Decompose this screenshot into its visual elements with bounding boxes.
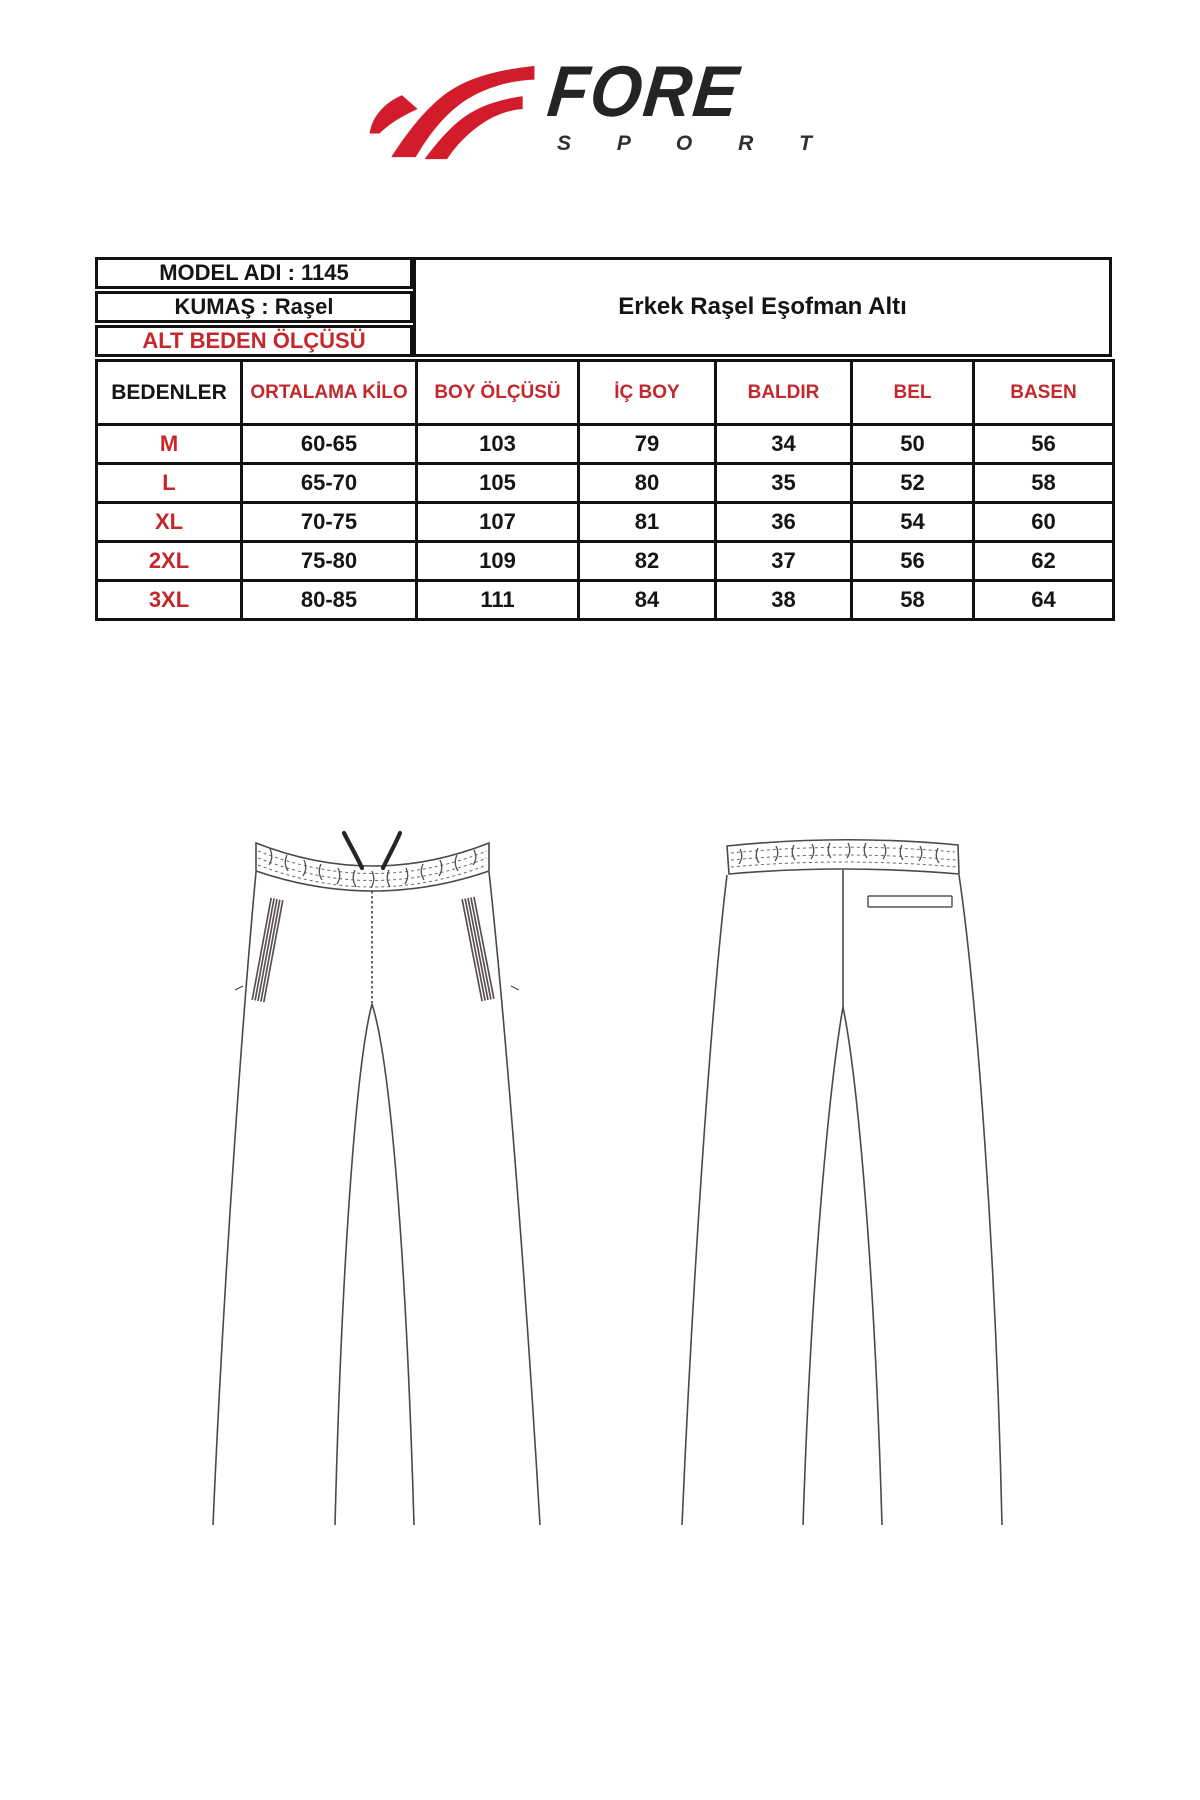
front-pocket-left (252, 898, 283, 1002)
swoosh-upper-band (391, 66, 534, 157)
value-cell: 111 (417, 581, 579, 620)
front-right-inseam (372, 1004, 414, 1525)
pants-drawing-svg (0, 770, 1200, 1570)
header-row (97, 361, 1114, 425)
value-cell: 38 (716, 581, 852, 620)
swoosh-wing (370, 95, 418, 133)
size-chart (95, 257, 1112, 621)
value-cell: 60 (974, 503, 1114, 542)
value-cell: 37 (716, 542, 852, 581)
size-cell: XL (97, 503, 242, 542)
value-cell: 56 (852, 542, 974, 581)
brand-name: FORE (544, 52, 744, 132)
value-cell: 105 (417, 464, 579, 503)
value-cell: 58 (852, 581, 974, 620)
size-row-m (97, 425, 1114, 464)
value-cell: 35 (716, 464, 852, 503)
size-table (95, 359, 1115, 621)
back-right-inseam (843, 1007, 882, 1525)
value-cell: 60-65 (242, 425, 417, 464)
column-header-bedenler: BEDENLER (97, 361, 242, 425)
info-stack (95, 257, 413, 357)
value-cell: 56 (974, 425, 1114, 464)
value-cell: 65-70 (242, 464, 417, 503)
value-cell: 75-80 (242, 542, 417, 581)
value-cell: 54 (852, 503, 974, 542)
pants-back-drawing (682, 840, 1002, 1525)
back-left-inseam (803, 1007, 843, 1525)
chart-header-section (95, 257, 1112, 357)
size-row-2xl (97, 542, 1114, 581)
back-right-outer-seam (959, 875, 1002, 1525)
value-cell: 64 (974, 581, 1114, 620)
value-cell: 62 (974, 542, 1114, 581)
pants-front-drawing (213, 833, 540, 1525)
value-cell: 103 (417, 425, 579, 464)
back-waistband (727, 840, 959, 874)
drawstring (344, 833, 400, 868)
value-cell: 70-75 (242, 503, 417, 542)
front-left-inseam (335, 1004, 372, 1525)
pants-technical-drawing (0, 770, 1200, 1570)
front-left-outer-seam (213, 872, 256, 1525)
value-cell: 79 (579, 425, 716, 464)
size-cell: L (97, 464, 242, 503)
fabric-row: KUMAŞ : Raşel (95, 291, 413, 323)
size-cell: M (97, 425, 242, 464)
value-cell: 80 (579, 464, 716, 503)
value-cell: 84 (579, 581, 716, 620)
value-cell: 109 (417, 542, 579, 581)
back-left-outer-seam (682, 875, 727, 1525)
value-cell: 34 (716, 425, 852, 464)
value-cell: 50 (852, 425, 974, 464)
value-cell: 36 (716, 503, 852, 542)
front-right-outer-seam (489, 872, 540, 1525)
column-header-baldir: BALDIR (716, 361, 852, 425)
fore-swoosh-icon (360, 58, 545, 163)
column-header-boy-olcusu: BOY ÖLÇÜSÜ (417, 361, 579, 425)
value-cell: 58 (974, 464, 1114, 503)
left-seam-notch (235, 986, 243, 990)
size-cell: 2XL (97, 542, 242, 581)
right-seam-notch (511, 986, 519, 990)
size-row-l (97, 464, 1114, 503)
value-cell: 80-85 (242, 581, 417, 620)
brand-subtitle: S P O R T (557, 132, 832, 155)
model-name-row: MODEL ADI : 1145 (95, 257, 413, 289)
size-note-row: ALT BEDEN ÖLÇÜSÜ (95, 325, 413, 357)
value-cell: 52 (852, 464, 974, 503)
size-row-xl (97, 503, 1114, 542)
size-cell: 3XL (97, 581, 242, 620)
value-cell: 81 (579, 503, 716, 542)
front-pocket-right (462, 897, 494, 1001)
column-header-bel: BEL (852, 361, 974, 425)
value-cell: 82 (579, 542, 716, 581)
column-header-basen: BASEN (974, 361, 1114, 425)
column-header-ortalama-kilo: ORTALAMA KİLO (242, 361, 417, 425)
value-cell: 107 (417, 503, 579, 542)
brand-logo (0, 0, 1200, 180)
size-row-3xl (97, 581, 1114, 620)
product-title: Erkek Raşel Eşofman Altı (413, 257, 1112, 357)
back-pocket (868, 896, 952, 907)
column-header-ic-boy: İÇ BOY (579, 361, 716, 425)
